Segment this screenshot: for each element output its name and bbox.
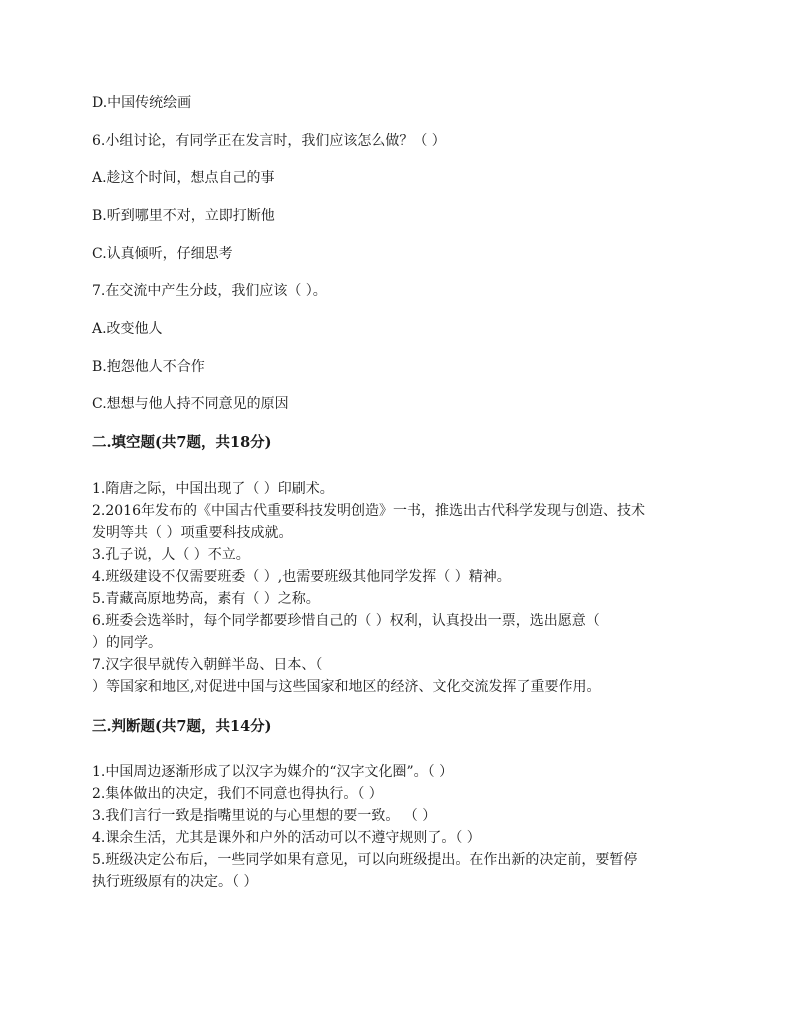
judge-line-2: 2.集体做出的决定，我们不同意也得执行。（ ） [92,786,383,802]
fill-line-1: 1.隋唐之际，中国出现了（ ）印刷术。 [92,481,334,497]
q5-option-d: D.中国传统绘画 [92,95,192,111]
q7-option-b: B.抱怨他人不合作 [92,359,205,375]
fill-line-8: ）的同学。 [92,635,162,651]
q6-option-a: A.趁这个时间，想点自己的事 [92,170,275,186]
fill-line-6: 5.青藏高原地势高，素有（ ）之称。 [92,591,320,607]
q6-option-c: C.认真倾听，仔细思考 [92,246,233,262]
q7-option-c: C.想想与他人持不同意见的原因 [92,396,289,412]
judge-line-3: 3.我们言行一致是指嘴里说的与心里想的要一致。 （ ） [92,808,437,824]
fill-line-9: 7.汉字很早就传入朝鲜半岛、日本、（ [92,657,323,673]
q6-option-b: B.听到哪里不对，立即打断他 [92,208,275,224]
fill-line-4: 3.孔子说，人（ ）不立。 [92,547,250,563]
fill-line-7: 6.班委会选举时，每个同学都要珍惜自己的（ ）权利，认真投出一票，选出愿意（ [92,613,600,629]
section3-heading: 三.判断题(共7题，共14分) [92,718,272,735]
judge-line-1: 1.中国周边逐渐形成了以汉字为媒介的“汉字文化圈”。（ ） [92,764,454,780]
section2-heading: 二.填空题(共7题，共18分) [92,434,272,451]
q7-stem: 7.在交流中产生分歧，我们应该（ ）。 [92,283,327,299]
fill-line-10: ）等国家和地区,对促进中国与这些国家和地区的经济、文化交流发挥了重要作用。 [92,679,601,695]
fill-line-5: 4.班级建设不仅需要班委（ ）,也需要班级其他同学发挥（ ）精神。 [92,569,511,585]
q7-option-a: A.改变他人 [92,321,163,337]
fill-line-3: 发明等共（ ）项重要科技成就。 [92,525,293,541]
judge-line-6: 执行班级原有的决定。（ ） [92,874,258,890]
judge-line-4: 4.课余生活，尤其是课外和户外的活动可以不遵守规则了。（ ） [92,830,481,846]
judge-line-5: 5.班级决定公布后，一些同学如果有意见，可以向班级提出。在作出新的决定前，要暂停 [92,852,638,868]
fill-line-2: 2.2016年发布的《中国古代重要科技发明创造》一书，推选出古代科学发现与创造、技术 [92,503,645,519]
q6-stem: 6.小组讨论，有同学正在发言时，我们应该怎么做？（ ） [92,133,446,149]
